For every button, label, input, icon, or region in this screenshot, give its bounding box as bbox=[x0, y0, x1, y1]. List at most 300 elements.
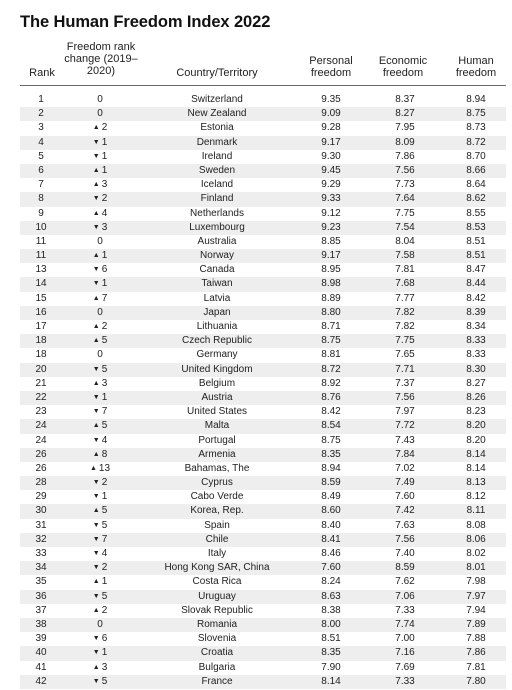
rank-cell: 8 bbox=[38, 193, 44, 205]
rank-cell: 13 bbox=[35, 264, 47, 276]
human-freedom-cell: 8.73 bbox=[466, 122, 486, 134]
personal-freedom-cell: 8.54 bbox=[321, 420, 341, 432]
table-row bbox=[20, 320, 506, 334]
rank-cell: 11 bbox=[35, 250, 47, 262]
rank-cell: 18 bbox=[35, 349, 47, 361]
rank-cell: 35 bbox=[35, 576, 47, 588]
economic-freedom-cell: 7.49 bbox=[395, 477, 415, 489]
country-cell: Switzerland bbox=[191, 94, 243, 105]
rank-change-cell: 0 bbox=[97, 618, 103, 630]
human-freedom-cell: 8.66 bbox=[466, 164, 486, 176]
economic-freedom-cell: 8.37 bbox=[395, 94, 415, 105]
personal-freedom-cell: 9.45 bbox=[321, 164, 341, 176]
personal-freedom-cell: 8.75 bbox=[321, 335, 341, 347]
table-row bbox=[20, 632, 506, 646]
rank-change-cell: ▲ 5 bbox=[92, 505, 108, 517]
personal-freedom-cell: 8.72 bbox=[321, 363, 341, 375]
personal-freedom-cell: 8.51 bbox=[321, 633, 341, 645]
country-cell: Luxembourg bbox=[189, 221, 245, 233]
header-economic-freedom: Economic freedom bbox=[378, 55, 428, 79]
rank-change-cell: ▼ 6 bbox=[92, 264, 108, 276]
personal-freedom-cell: 7.60 bbox=[321, 562, 341, 574]
country-cell: Ireland bbox=[201, 150, 233, 162]
rank-cell: 37 bbox=[35, 604, 47, 616]
rank-cell: 7 bbox=[38, 179, 44, 191]
rank-cell: 28 bbox=[35, 477, 47, 489]
table-row bbox=[20, 519, 506, 533]
table-row bbox=[20, 504, 506, 518]
rank-change-cell: ▼ 7 bbox=[92, 406, 108, 418]
rank-cell: 41 bbox=[35, 661, 47, 673]
personal-freedom-cell: 8.94 bbox=[321, 462, 341, 474]
rank-change-cell: 0 bbox=[97, 235, 103, 247]
human-freedom-cell: 8.13 bbox=[466, 477, 486, 489]
human-freedom-cell: 8.11 bbox=[466, 505, 486, 517]
personal-freedom-cell: 8.40 bbox=[321, 519, 341, 531]
economic-freedom-cell: 7.60 bbox=[395, 491, 415, 503]
table-row bbox=[20, 377, 506, 391]
human-freedom-cell: 8.01 bbox=[466, 562, 486, 574]
economic-freedom-cell: 7.33 bbox=[395, 675, 415, 687]
personal-freedom-cell: 9.30 bbox=[321, 150, 341, 162]
rank-change-cell: ▲ 1 bbox=[92, 164, 108, 176]
header-personal-freedom: Personal freedom bbox=[309, 55, 353, 79]
country-cell: United States bbox=[186, 406, 248, 418]
table-row bbox=[20, 306, 506, 320]
rank-change-cell: ▲ 5 bbox=[92, 335, 108, 347]
rank-change-cell: ▼ 5 bbox=[92, 675, 108, 687]
personal-freedom-cell: 8.42 bbox=[321, 406, 341, 418]
freedom-index-table bbox=[20, 93, 506, 689]
header-human-freedom: Human freedom bbox=[455, 55, 497, 79]
rank-change-cell: ▼ 5 bbox=[92, 363, 108, 375]
table-row bbox=[20, 646, 506, 660]
personal-freedom-cell: 8.92 bbox=[321, 377, 341, 389]
table-row bbox=[20, 164, 506, 178]
table-row bbox=[20, 547, 506, 561]
table-row bbox=[20, 263, 506, 277]
economic-freedom-cell: 7.02 bbox=[395, 462, 415, 474]
economic-freedom-cell: 7.74 bbox=[395, 618, 415, 630]
country-cell: Bulgaria bbox=[198, 661, 236, 673]
human-freedom-cell: 8.33 bbox=[466, 335, 486, 347]
rank-cell: 21 bbox=[35, 377, 47, 389]
table-row bbox=[20, 348, 506, 362]
human-freedom-cell: 8.94 bbox=[466, 94, 486, 105]
country-cell: Cabo Verde bbox=[190, 491, 244, 503]
country-cell: Armenia bbox=[198, 448, 236, 460]
human-freedom-cell: 8.53 bbox=[466, 221, 486, 233]
human-freedom-cell: 8.27 bbox=[466, 377, 486, 389]
country-cell: Austria bbox=[201, 391, 233, 403]
rank-change-cell: ▼ 5 bbox=[92, 519, 108, 531]
personal-freedom-cell: 8.89 bbox=[321, 292, 341, 304]
rank-cell: 26 bbox=[35, 462, 47, 474]
table-row bbox=[20, 178, 506, 192]
economic-freedom-cell: 8.04 bbox=[395, 235, 415, 247]
table-row bbox=[20, 490, 506, 504]
personal-freedom-cell: 9.12 bbox=[321, 207, 341, 219]
economic-freedom-cell: 7.37 bbox=[395, 377, 415, 389]
personal-freedom-cell: 9.09 bbox=[321, 108, 341, 120]
country-cell: Taiwan bbox=[201, 278, 233, 290]
country-cell: Netherlands bbox=[190, 207, 244, 219]
economic-freedom-cell: 7.81 bbox=[395, 264, 415, 276]
country-cell: France bbox=[201, 675, 233, 687]
country-cell: Cyprus bbox=[201, 477, 233, 489]
table-row bbox=[20, 618, 506, 632]
economic-freedom-cell: 8.09 bbox=[395, 136, 415, 148]
rank-cell: 36 bbox=[35, 590, 47, 602]
personal-freedom-cell: 9.28 bbox=[321, 122, 341, 134]
country-cell: Italy bbox=[207, 548, 227, 559]
rank-cell: 24 bbox=[35, 434, 47, 446]
personal-freedom-cell: 9.17 bbox=[321, 250, 341, 262]
country-cell: Australia bbox=[197, 235, 237, 247]
rank-cell: 18 bbox=[35, 335, 47, 347]
rank-cell: 10 bbox=[35, 221, 47, 233]
table-row bbox=[20, 590, 506, 604]
rank-cell: 30 bbox=[35, 505, 47, 517]
country-cell: Hong Kong SAR, China bbox=[164, 562, 270, 574]
table-row bbox=[20, 533, 506, 547]
rank-cell: 26 bbox=[35, 448, 47, 460]
country-cell: Bahamas, The bbox=[184, 462, 250, 474]
economic-freedom-cell: 7.43 bbox=[395, 434, 415, 446]
page-title: The Human Freedom Index 2022 bbox=[20, 13, 271, 31]
country-cell: Finland bbox=[200, 193, 234, 205]
human-freedom-cell: 8.47 bbox=[466, 264, 486, 276]
rank-change-cell: 0 bbox=[97, 306, 103, 318]
human-freedom-cell: 8.23 bbox=[466, 406, 486, 418]
rank-change-cell: ▼ 1 bbox=[92, 491, 108, 503]
economic-freedom-cell: 7.16 bbox=[395, 647, 415, 659]
rank-cell: 24 bbox=[35, 420, 47, 432]
economic-freedom-cell: 7.75 bbox=[395, 207, 415, 219]
rank-cell: 15 bbox=[35, 292, 47, 304]
personal-freedom-cell: 8.75 bbox=[321, 434, 341, 446]
economic-freedom-cell: 7.69 bbox=[395, 661, 415, 673]
header-divider bbox=[20, 85, 506, 86]
economic-freedom-cell: 7.06 bbox=[395, 590, 415, 602]
table-row bbox=[20, 561, 506, 575]
rank-change-cell: ▲ 2 bbox=[92, 604, 108, 616]
human-freedom-cell: 8.30 bbox=[466, 363, 486, 375]
personal-freedom-cell: 8.71 bbox=[321, 321, 341, 332]
human-freedom-cell: 7.81 bbox=[466, 661, 486, 673]
human-freedom-cell: 8.34 bbox=[466, 321, 486, 332]
table-row bbox=[20, 661, 506, 675]
rank-change-cell: 0 bbox=[97, 349, 103, 361]
human-freedom-cell: 8.06 bbox=[466, 533, 486, 545]
table-row bbox=[20, 207, 506, 221]
rank-change-cell: ▲ 3 bbox=[92, 377, 108, 389]
human-freedom-cell: 8.14 bbox=[466, 448, 486, 460]
personal-freedom-cell: 8.38 bbox=[321, 604, 341, 616]
personal-freedom-cell: 8.41 bbox=[321, 533, 341, 545]
table-row bbox=[20, 249, 506, 263]
table-row bbox=[20, 391, 506, 405]
economic-freedom-cell: 7.95 bbox=[395, 122, 415, 134]
rank-cell: 6 bbox=[38, 164, 44, 176]
economic-freedom-cell: 8.59 bbox=[395, 562, 415, 574]
personal-freedom-cell: 8.00 bbox=[321, 618, 341, 630]
human-freedom-cell: 7.86 bbox=[466, 647, 486, 659]
economic-freedom-cell: 7.40 bbox=[395, 548, 415, 559]
human-freedom-cell: 8.20 bbox=[466, 420, 486, 432]
human-freedom-cell: 8.14 bbox=[466, 462, 486, 474]
economic-freedom-cell: 7.73 bbox=[395, 179, 415, 191]
human-freedom-cell: 8.39 bbox=[466, 306, 486, 318]
personal-freedom-cell: 8.35 bbox=[321, 647, 341, 659]
rank-change-cell: ▼ 1 bbox=[92, 278, 108, 290]
human-freedom-cell: 7.98 bbox=[466, 576, 486, 588]
table-row bbox=[20, 93, 506, 107]
country-cell: Latvia bbox=[203, 292, 231, 304]
rank-cell: 9 bbox=[38, 207, 44, 219]
human-freedom-cell: 8.08 bbox=[466, 519, 486, 531]
economic-freedom-cell: 7.77 bbox=[395, 292, 415, 304]
personal-freedom-cell: 7.90 bbox=[321, 661, 341, 673]
rank-change-cell: 0 bbox=[97, 108, 103, 120]
header-country: Country/Territory bbox=[176, 67, 258, 79]
table-row bbox=[20, 419, 506, 433]
rank-change-cell: ▲ 8 bbox=[92, 448, 108, 460]
economic-freedom-cell: 7.72 bbox=[395, 420, 415, 432]
country-cell: Portugal bbox=[198, 434, 236, 446]
economic-freedom-cell: 7.58 bbox=[395, 250, 415, 262]
personal-freedom-cell: 8.59 bbox=[321, 477, 341, 489]
table-row bbox=[20, 334, 506, 348]
rank-cell: 22 bbox=[35, 391, 47, 403]
country-cell: Slovenia bbox=[197, 633, 237, 645]
rank-cell: 1 bbox=[38, 94, 44, 105]
human-freedom-cell: 8.75 bbox=[466, 108, 486, 120]
country-cell: Denmark bbox=[196, 136, 238, 148]
rank-change-cell: ▲ 7 bbox=[92, 292, 108, 304]
country-cell: Norway bbox=[200, 250, 234, 262]
human-freedom-cell: 7.94 bbox=[466, 604, 486, 616]
table-row bbox=[20, 448, 506, 462]
rank-change-cell: 0 bbox=[97, 94, 103, 105]
rank-change-cell: ▲ 1 bbox=[92, 576, 108, 588]
rank-cell: 2 bbox=[38, 108, 44, 120]
personal-freedom-cell: 8.14 bbox=[321, 675, 341, 687]
table-row bbox=[20, 107, 506, 121]
table-row bbox=[20, 136, 506, 150]
personal-freedom-cell: 8.85 bbox=[321, 235, 341, 247]
country-cell: Korea, Rep. bbox=[190, 505, 244, 517]
table-row bbox=[20, 221, 506, 235]
personal-freedom-cell: 9.29 bbox=[321, 179, 341, 191]
table-row bbox=[20, 150, 506, 164]
economic-freedom-cell: 7.84 bbox=[395, 448, 415, 460]
rank-cell: 20 bbox=[35, 363, 47, 375]
human-freedom-cell: 8.51 bbox=[466, 235, 486, 247]
table-row bbox=[20, 192, 506, 206]
rank-change-cell: ▲ 3 bbox=[92, 179, 108, 191]
economic-freedom-cell: 7.56 bbox=[395, 164, 415, 176]
rank-cell: 5 bbox=[38, 150, 44, 162]
rank-change-cell: ▼ 5 bbox=[92, 590, 108, 602]
rank-cell: 3 bbox=[38, 122, 44, 134]
personal-freedom-cell: 8.60 bbox=[321, 505, 341, 517]
human-freedom-cell: 7.97 bbox=[466, 590, 486, 602]
economic-freedom-cell: 7.54 bbox=[395, 221, 415, 233]
country-cell: Belgium bbox=[198, 377, 236, 389]
rank-cell: 32 bbox=[35, 533, 47, 545]
rank-change-cell: ▼ 1 bbox=[92, 391, 108, 403]
rank-cell: 4 bbox=[38, 136, 44, 148]
table-row bbox=[20, 277, 506, 291]
country-cell: Czech Republic bbox=[181, 335, 253, 347]
rank-cell: 16 bbox=[35, 306, 47, 318]
rank-cell: 34 bbox=[35, 562, 47, 574]
country-cell: Costa Rica bbox=[192, 576, 242, 588]
personal-freedom-cell: 8.76 bbox=[321, 391, 341, 403]
economic-freedom-cell: 7.68 bbox=[395, 278, 415, 290]
rank-change-cell: ▲ 5 bbox=[92, 420, 108, 432]
country-cell: Chile bbox=[205, 533, 229, 545]
personal-freedom-cell: 8.80 bbox=[321, 306, 341, 318]
table-row bbox=[20, 434, 506, 448]
rank-change-cell: ▲ 3 bbox=[92, 661, 108, 673]
personal-freedom-cell: 8.35 bbox=[321, 448, 341, 460]
human-freedom-cell: 8.51 bbox=[466, 250, 486, 262]
rank-change-cell: ▼ 1 bbox=[92, 136, 108, 148]
table-row bbox=[20, 292, 506, 306]
table-row bbox=[20, 363, 506, 377]
human-freedom-cell: 8.44 bbox=[466, 278, 486, 290]
personal-freedom-cell: 9.23 bbox=[321, 221, 341, 233]
economic-freedom-cell: 7.00 bbox=[395, 633, 415, 645]
country-cell: Uruguay bbox=[198, 590, 236, 602]
rank-cell: 14 bbox=[35, 278, 47, 290]
human-freedom-cell: 8.42 bbox=[466, 292, 486, 304]
rank-change-cell: ▲ 2 bbox=[92, 321, 108, 332]
rank-cell: 11 bbox=[35, 235, 47, 247]
rank-change-cell: ▲ 1 bbox=[92, 250, 108, 262]
personal-freedom-cell: 9.17 bbox=[321, 136, 341, 148]
country-cell: Sweden bbox=[198, 164, 236, 176]
economic-freedom-cell: 7.64 bbox=[395, 193, 415, 205]
country-cell: United Kingdom bbox=[181, 363, 253, 375]
human-freedom-cell: 8.33 bbox=[466, 349, 486, 361]
human-freedom-cell: 8.70 bbox=[466, 150, 486, 162]
human-freedom-cell: 7.89 bbox=[466, 618, 486, 630]
personal-freedom-cell: 8.98 bbox=[321, 278, 341, 290]
personal-freedom-cell: 8.46 bbox=[321, 548, 341, 559]
human-freedom-cell: 8.12 bbox=[466, 491, 486, 503]
personal-freedom-cell: 8.63 bbox=[321, 590, 341, 602]
table-row bbox=[20, 235, 506, 249]
table-row bbox=[20, 121, 506, 135]
table-row bbox=[20, 675, 506, 689]
rank-change-cell: ▼ 3 bbox=[92, 221, 108, 233]
personal-freedom-cell: 9.35 bbox=[321, 94, 341, 105]
human-freedom-cell: 7.88 bbox=[466, 633, 486, 645]
economic-freedom-cell: 7.82 bbox=[395, 306, 415, 318]
header-rank: Rank bbox=[29, 67, 55, 79]
economic-freedom-cell: 7.33 bbox=[395, 604, 415, 616]
economic-freedom-cell: 7.75 bbox=[395, 335, 415, 347]
personal-freedom-cell: 8.49 bbox=[321, 491, 341, 503]
rank-change-cell: ▼ 4 bbox=[92, 548, 108, 559]
country-cell: Lithuania bbox=[196, 321, 238, 332]
rank-change-cell: ▼ 4 bbox=[92, 434, 108, 446]
rank-cell: 23 bbox=[35, 406, 47, 418]
table-row bbox=[20, 405, 506, 419]
human-freedom-cell: 8.64 bbox=[466, 179, 486, 191]
human-freedom-cell: 7.80 bbox=[466, 675, 486, 687]
human-freedom-cell: 8.20 bbox=[466, 434, 486, 446]
rank-cell: 29 bbox=[35, 491, 47, 503]
country-cell: Japan bbox=[203, 306, 231, 318]
country-cell: Slovak Republic bbox=[181, 604, 253, 616]
rank-change-cell: ▼ 1 bbox=[92, 647, 108, 659]
economic-freedom-cell: 8.27 bbox=[395, 108, 415, 120]
rank-change-cell: ▲ 2 bbox=[92, 122, 108, 134]
human-freedom-cell: 8.02 bbox=[466, 548, 486, 559]
economic-freedom-cell: 7.82 bbox=[395, 321, 415, 332]
human-freedom-cell: 8.26 bbox=[466, 391, 486, 403]
economic-freedom-cell: 7.42 bbox=[395, 505, 415, 517]
country-cell: Malta bbox=[204, 420, 230, 432]
rank-change-cell: ▲ 4 bbox=[92, 207, 108, 219]
rank-cell: 39 bbox=[35, 633, 47, 645]
personal-freedom-cell: 9.33 bbox=[321, 193, 341, 205]
economic-freedom-cell: 7.97 bbox=[395, 406, 415, 418]
rank-change-cell: ▼ 2 bbox=[92, 562, 108, 574]
human-freedom-cell: 8.72 bbox=[466, 136, 486, 148]
country-cell: Croatia bbox=[200, 647, 234, 659]
country-cell: Romania bbox=[196, 618, 238, 630]
human-freedom-cell: 8.62 bbox=[466, 193, 486, 205]
rank-change-cell: ▼ 2 bbox=[92, 477, 108, 489]
economic-freedom-cell: 7.71 bbox=[395, 363, 415, 375]
rank-change-cell: ▼ 2 bbox=[92, 193, 108, 205]
economic-freedom-cell: 7.86 bbox=[395, 150, 415, 162]
economic-freedom-cell: 7.62 bbox=[395, 576, 415, 588]
header-rank-change: Freedom rank change (2019–2020) bbox=[64, 41, 138, 77]
country-cell: Germany bbox=[196, 349, 238, 361]
table-row bbox=[20, 476, 506, 490]
country-cell: New Zealand bbox=[187, 108, 247, 120]
economic-freedom-cell: 7.56 bbox=[395, 391, 415, 403]
table-row bbox=[20, 462, 506, 476]
personal-freedom-cell: 8.95 bbox=[321, 264, 341, 276]
rank-cell: 31 bbox=[35, 519, 47, 531]
personal-freedom-cell: 8.24 bbox=[321, 576, 341, 588]
rank-cell: 42 bbox=[35, 675, 47, 687]
country-cell: Iceland bbox=[200, 179, 234, 191]
economic-freedom-cell: 7.63 bbox=[395, 519, 415, 531]
economic-freedom-cell: 7.56 bbox=[395, 533, 415, 545]
rank-cell: 40 bbox=[35, 647, 47, 659]
rank-change-cell: ▼ 7 bbox=[92, 533, 108, 545]
personal-freedom-cell: 8.81 bbox=[321, 349, 341, 361]
rank-change-cell: ▼ 1 bbox=[92, 150, 108, 162]
human-freedom-cell: 8.55 bbox=[466, 207, 486, 219]
rank-cell: 38 bbox=[35, 618, 47, 630]
table-row bbox=[20, 604, 506, 618]
rank-change-cell: ▲ 13 bbox=[89, 462, 111, 474]
country-cell: Spain bbox=[204, 519, 230, 531]
table-row bbox=[20, 575, 506, 589]
economic-freedom-cell: 7.65 bbox=[395, 349, 415, 361]
rank-cell: 17 bbox=[35, 321, 47, 332]
country-cell: Canada bbox=[199, 264, 235, 276]
